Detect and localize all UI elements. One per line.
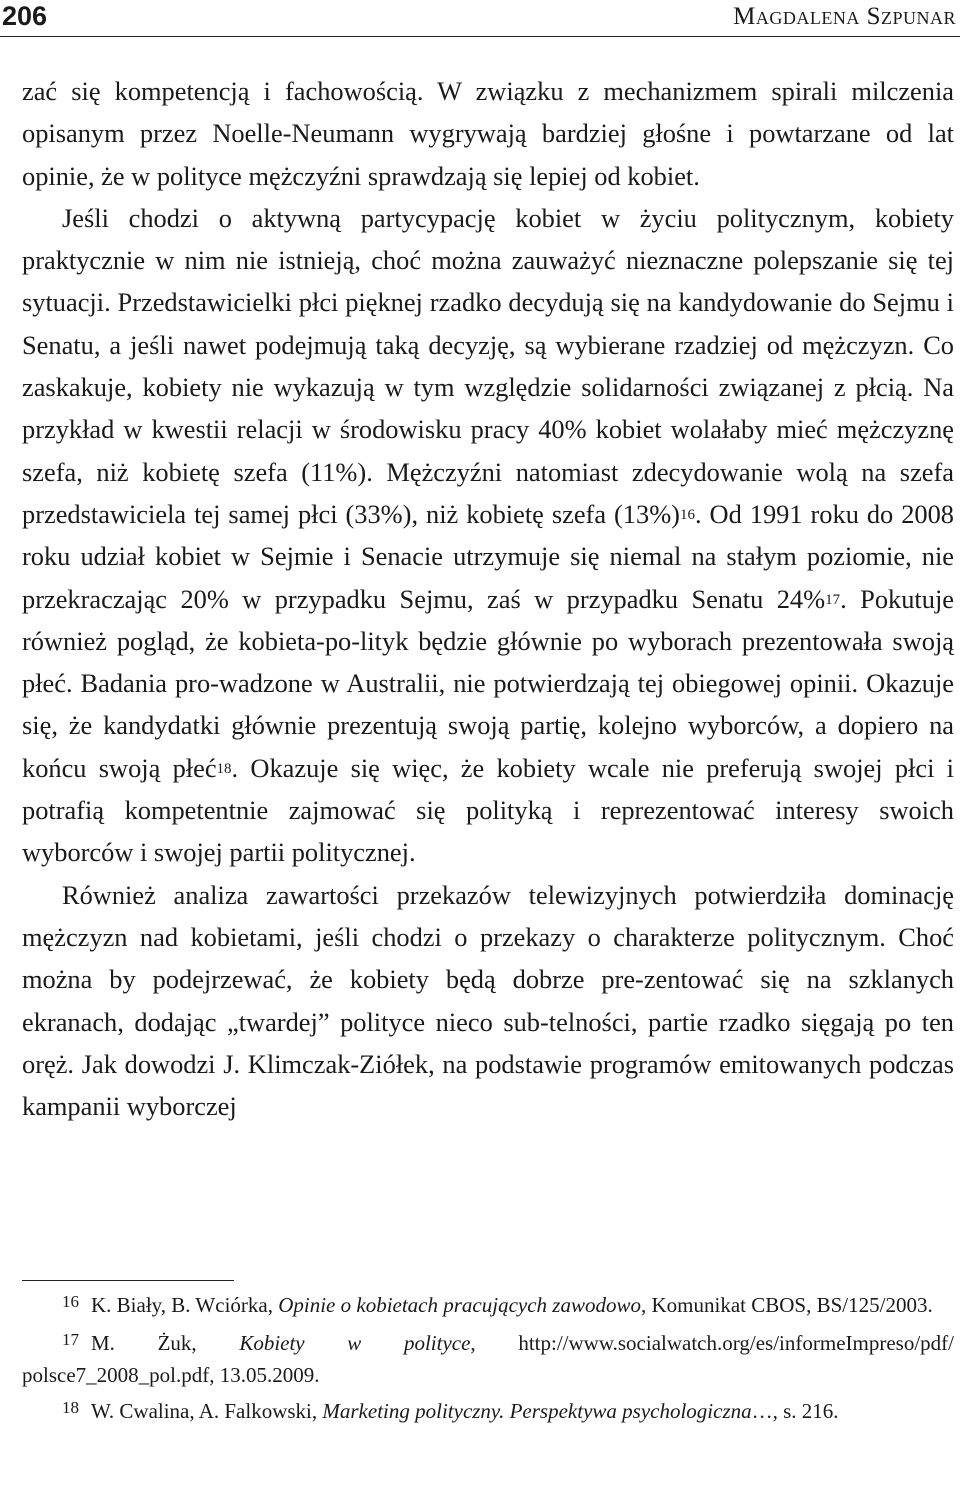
footnote-text: K. Biały, B. Wciórka, [91, 1293, 279, 1317]
footnote-16 [22, 1290, 954, 1322]
paragraph-2-part-a: Jeśli chodzi o aktywną partycypację kobiet w życiu politycznym, kobiety praktycznie w nim nie istnieją, choć można zauważyć nieznaczne polepszanie się tej sytuacji. Przedstawicielki płci pięknej rzadko decydują się na kandydowanie do Sejmu i Senatu, a jeśli nawet podejmują taką decyzję, są wybierane rzadziej od mężczyzn. Co zaskakuje, kobiety nie wykazują w tym względzie solidarności związanej z płcią. Na przykład w kwestii relacji w środowisku pracy 40% kobiet wolałaby mieć mężczyznę szefa, niż kobietę szefa (11%). Mężczyźni natomiast zdecydowanie wolą na szefa przedstawiciela tej samej płci (33%), niż kobietę szefa (13%) [22, 202, 954, 529]
paragraph-1: zać się kompetencją i fachowością. W związku z mechanizmem spirali milczenia opisanym przez Noelle-Neumann wygrywają bardziej głośne i powtarzane od lat opinie, że w polityce mężczyźni sprawdzają się lepiej od kobiet. [22, 76, 954, 191]
footnote-text: W. Cwalina, A. Falkowski, [91, 1399, 323, 1423]
paragraph-3: Również analiza zawartości przekazów telewizyjnych potwierdziła dominację mężczyzn nad kobietami, jeśli chodzi o przekazy o charakterze politycznym. Choć można by podejrzewać, że kobiety będą dobrze pre-zentować się na szklanych ekranach, dodając „twardej” polityce nieco sub-telności, partie rzadko sięgają po ten oręż. Jak dowodzi J. Klimczak-Ziółek, na podstawie programów emitowanych podczas kampanii wyborczej [22, 879, 954, 1122]
footnote-ref-18[interactable]: 18 [216, 760, 232, 777]
paragraph-2 [22, 197, 954, 874]
footnote-text: M. Żuk, [91, 1331, 240, 1355]
footnote-title: Opinie o kobietach pracujących zawodowo [278, 1293, 641, 1317]
footnotes [22, 1290, 954, 1434]
footnote-18 [22, 1396, 954, 1428]
footnote-separator [22, 1280, 234, 1281]
footnote-title: Marketing polityczny. Perspektywa psychologiczna [322, 1399, 752, 1423]
footnote-ref-17[interactable]: 17 [825, 591, 841, 608]
running-head-author: Magdalena Szpunar [733, 3, 956, 30]
footnote-number: 16 [62, 1292, 79, 1311]
footnote-text: , http://www.socialwatch.org/es/informeImpreso/pdf/ polsce7_2008_pol.pdf, 13.05.2009. [22, 1331, 954, 1387]
running-header [0, 0, 960, 37]
footnote-text: , Komunikat CBOS, BS/125/2003. [640, 1293, 933, 1317]
paragraph-2-part-d: . Okazuje się więc, że kobiety wcale nie preferują swojej płci i potrafią kompetentnie zajmować się polityką i reprezentować interesy swoich wyborców i swojej partii politycznej. [22, 752, 954, 868]
footnote-text: …, s. 216. [751, 1399, 839, 1423]
footnote-number: 17 [62, 1330, 79, 1349]
footnote-title: Kobiety w polityce [239, 1331, 471, 1355]
footnote-17 [22, 1328, 954, 1390]
page-number: 206 [2, 1, 48, 31]
footnote-ref-16[interactable]: 16 [679, 506, 695, 523]
paragraph-2-part-b: . Od 1991 roku do 2008 roku udział kobiet w Sejmie i Senacie utrzymuje się niemal na stałym poziomie, nie przekraczając 20% w przypadku Sejmu, zaś w przypadku Senatu 24% [22, 498, 954, 614]
footnote-number: 18 [62, 1398, 79, 1417]
body-text [22, 70, 954, 1127]
paragraph-2-part-c: . Pokutuje również pogląd, że kobieta-po-lityk będzie głównie po wyborach prezentowała swoją płeć. Badania pro-wadzone w Australii, nie potwierdzają tej obiegowej opinii. Okazuje się, że kandydatki głównie prezentują swoją partię, kolejno wyborców, a dopiero na końcu swoją płeć [22, 583, 954, 783]
